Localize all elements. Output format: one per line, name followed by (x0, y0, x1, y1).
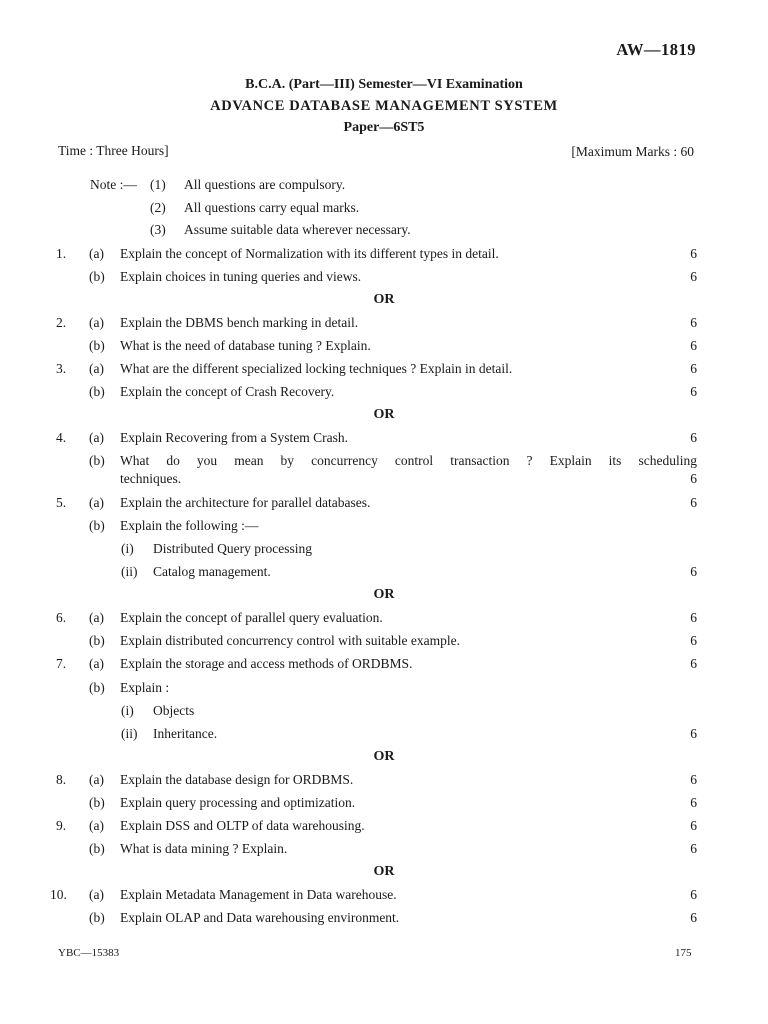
question-marks: 6 (690, 246, 697, 261)
question-marks: 6 (690, 564, 697, 579)
question-part-label: (a) (89, 610, 104, 625)
question-marks: 6 (690, 338, 697, 353)
note-item-number: (3) (150, 222, 166, 237)
question-number: 2. (56, 315, 67, 330)
question-marks: 6 (690, 384, 697, 399)
question-marks: 6 (690, 841, 697, 856)
maximum-marks: [Maximum Marks : 60 (571, 144, 694, 159)
question-text: Explain the concept of parallel query evaluation. (120, 610, 383, 625)
question-part-label: (b) (89, 338, 105, 353)
question-text: Explain Recovering from a System Crash. (120, 430, 348, 445)
question-marks: 6 (690, 361, 697, 376)
question-text: Explain DSS and OLTP of data warehousing. (120, 818, 365, 833)
question-part-label: (b) (89, 269, 105, 284)
question-part-label: (b) (89, 453, 105, 468)
note-item-text: All questions carry equal marks. (184, 200, 360, 215)
note-label: Note :— (90, 177, 137, 192)
question-number: 1. (56, 246, 67, 261)
question-text: Explain query processing and optimization. (120, 795, 356, 810)
or-separator: OR (373, 864, 395, 879)
question-text: Explain the architecture for parallel databases. (120, 495, 371, 510)
question-marks: 6 (690, 818, 697, 833)
question-text: Explain the concept of Normalization with its different types in detail. (120, 246, 499, 261)
question-part-label: (b) (89, 841, 105, 856)
question-part-label: (a) (89, 495, 104, 510)
subject-title: ADVANCE DATABASE MANAGEMENT SYSTEM (210, 98, 558, 114)
question-text: Explain : (120, 680, 170, 695)
question-number: 9. (56, 818, 67, 833)
question-number: 5. (56, 495, 67, 510)
time-allowed: Time : Three Hours] (58, 143, 169, 158)
question-number: 3. (56, 361, 67, 376)
question-text: Explain the storage and access methods of ORDBMS. (120, 656, 413, 671)
question-marks: 6 (690, 633, 697, 648)
sub-item-number: (i) (121, 541, 134, 556)
question-part-label: (b) (89, 518, 105, 533)
or-separator: OR (373, 749, 395, 764)
sub-item-number: (ii) (121, 726, 138, 741)
question-text: What is data mining ? Explain. (120, 841, 288, 856)
question-part-label: (a) (89, 818, 104, 833)
question-text: Explain OLAP and Data warehousing environment. (120, 910, 400, 925)
sub-item-text: Distributed Query processing (153, 541, 312, 556)
question-text: Explain the DBMS bench marking in detail. (120, 315, 359, 330)
question-text: What is the need of database tuning ? Explain. (120, 338, 371, 353)
question-text: Explain distributed concurrency control with suitable example. (120, 633, 461, 648)
question-part-label: (a) (89, 887, 104, 902)
note-item-text: All questions are compulsory. (184, 177, 346, 192)
question-text: Explain the database design for ORDBMS. (120, 772, 354, 787)
question-text: Explain the following :— (120, 518, 259, 533)
page-number: 175 (675, 947, 692, 959)
sub-item-text: Objects (153, 703, 195, 718)
question-marks: 6 (690, 656, 697, 671)
question-marks: 6 (690, 887, 697, 902)
question-text: What do you mean by concurrency control transaction ? Explain its scheduling (120, 453, 697, 468)
note-item-number: (1) (150, 177, 166, 192)
question-marks: 6 (690, 610, 697, 625)
question-text: Explain choices in tuning queries and views. (120, 269, 362, 284)
exam-title: B.C.A. (Part—III) Semester—VI Examination (245, 77, 523, 92)
question-number: 6. (56, 610, 67, 625)
question-marks: 6 (690, 495, 697, 510)
or-separator: OR (373, 407, 395, 422)
question-marks: 6 (690, 269, 697, 284)
or-separator: OR (373, 587, 395, 602)
question-part-label: (b) (89, 795, 105, 810)
question-marks: 6 (690, 795, 697, 810)
question-part-label: (a) (89, 772, 104, 787)
question-marks: 6 (690, 910, 697, 925)
or-separator: OR (373, 292, 395, 307)
paper-code: AW—1819 (616, 40, 696, 59)
question-number: 4. (56, 430, 67, 445)
sub-item-number: (i) (121, 703, 134, 718)
footer-code: YBC—15383 (58, 947, 120, 959)
sub-item-number: (ii) (121, 564, 138, 579)
question-number: 10. (50, 887, 67, 902)
question-number: 8. (56, 772, 67, 787)
question-part-label: (a) (89, 315, 104, 330)
question-part-label: (a) (89, 430, 104, 445)
note-item-number: (2) (150, 200, 166, 215)
question-text: Explain Metadata Management in Data warehouse. (120, 887, 397, 902)
question-part-label: (b) (89, 384, 105, 399)
question-marks: 6 (690, 430, 697, 445)
paper-number: Paper—6ST5 (343, 120, 425, 135)
sub-item-text: Catalog management. (153, 564, 271, 579)
question-marks: 6 (690, 772, 697, 787)
question-part-label: (a) (89, 656, 104, 671)
note-item-text: Assume suitable data wherever necessary. (184, 222, 411, 237)
question-marks: 6 (690, 726, 697, 741)
question-text: Explain the concept of Crash Recovery. (120, 384, 335, 399)
question-text-continued: techniques. (120, 471, 182, 486)
question-part-label: (b) (89, 910, 105, 925)
sub-item-text: Inheritance. (153, 726, 218, 741)
question-part-label: (a) (89, 361, 104, 376)
question-part-label: (a) (89, 246, 104, 261)
question-number: 7. (56, 656, 67, 671)
question-part-label: (b) (89, 680, 105, 695)
question-text: What are the different specialized locking techniques ? Explain in detail. (120, 361, 513, 376)
question-marks: 6 (690, 471, 697, 486)
question-part-label: (b) (89, 633, 105, 648)
question-marks: 6 (690, 315, 697, 330)
